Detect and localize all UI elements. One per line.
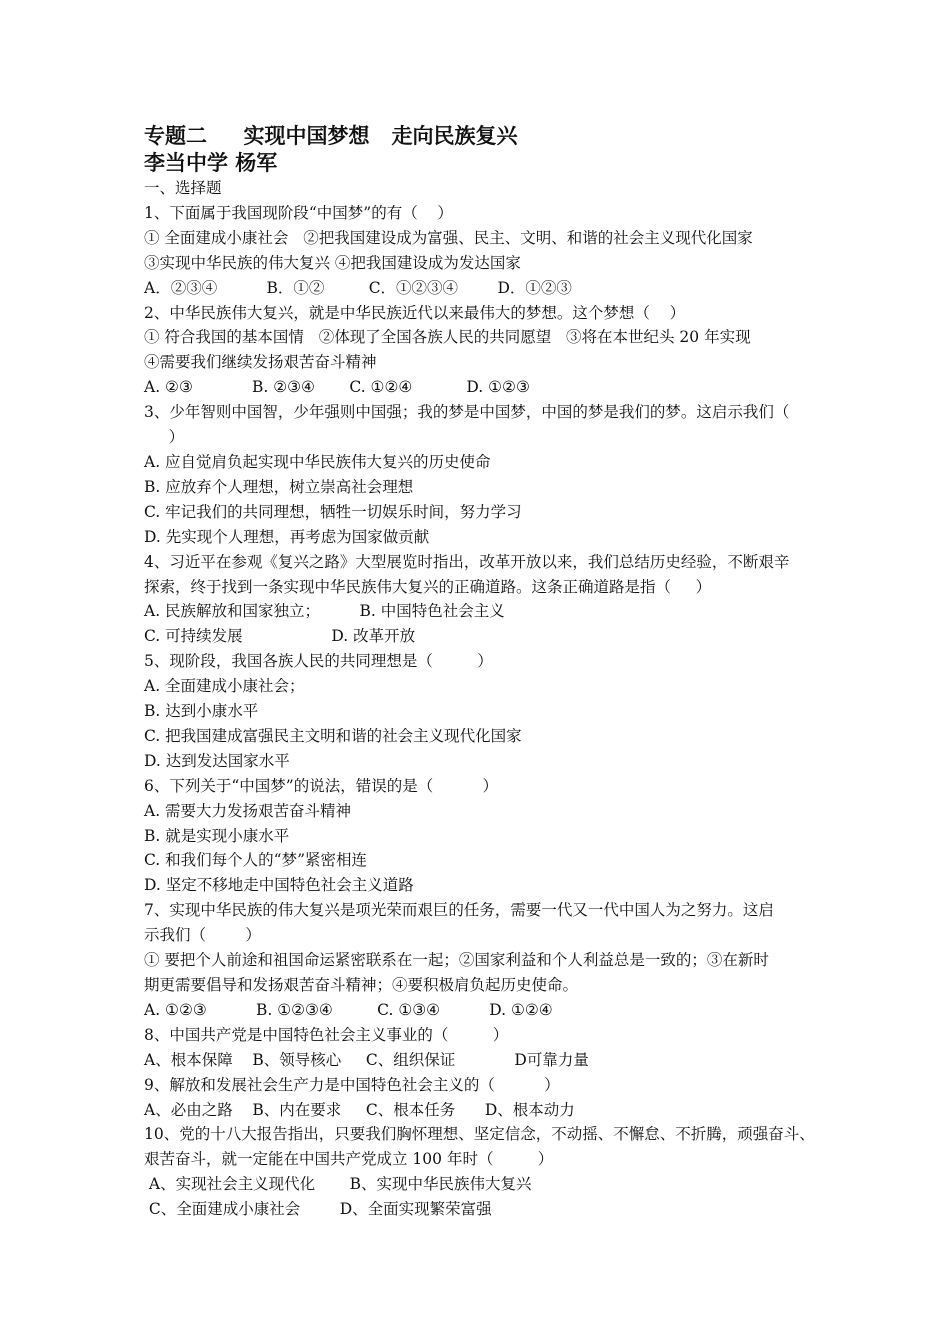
- question-line: 探索，终于找到一条实现中华民族伟大复兴的正确道路。这条正确道路是指（ ）: [144, 577, 712, 596]
- question-line: C. 牢记我们的共同理想，牺牲一切娱乐时间，努力学习: [144, 502, 522, 521]
- question-line: 6、下列关于“中国梦”的说法，错误的是（ ）: [144, 776, 498, 795]
- question-line: 8、中国共产党是中国特色社会主义事业的（ ）: [144, 1025, 509, 1044]
- question-line: 4、习近平在参观《复兴之路》大型展览时指出，改革开放以来，我们总结历史经验，不断艰辛: [144, 552, 790, 571]
- question-line: ① 符合我国的基本国情 ②体现了全国各族人民的共同愿望 ③将在本世纪头 20 年实现: [144, 328, 751, 347]
- question-line: A．②③④ B．①② C．①②③④ D．①②③: [144, 278, 572, 297]
- question-line: A. 应自觉肩负起实现中华民族伟大复兴的历史使命: [144, 452, 491, 471]
- question-line: 2、中华民族伟大复兴，就是中华民族近代以来最伟大的梦想。这个梦想（ ）: [144, 303, 686, 322]
- document-body: [144, 122, 824, 1222]
- question-line: D. 先实现个人理想，再考虑为国家做贡献: [144, 527, 430, 546]
- question-line: ③实现中华民族的伟大复兴 ④把我国建设成为发达国家: [144, 253, 521, 272]
- question-line: 5、现阶段，我国各族人民的共同理想是（ ）: [144, 652, 493, 671]
- question-line: A. 民族解放和国家独立； B. 中国特色社会主义: [144, 602, 505, 621]
- question-line: 3、少年智则中国智，少年强则中国强；我的梦是中国梦，中国的梦是我们的梦。这启示我们（: [144, 403, 790, 422]
- question-line: A. 需要大力发扬艰苦奋斗精神: [144, 801, 352, 820]
- question-line: C. 和我们每个人的“梦”紧密相连: [144, 851, 368, 870]
- question-line: 7、实现中华民族的伟大复兴是项光荣而艰巨的任务，需要一代又一代中国人为之努力。这启: [144, 901, 774, 920]
- question-line: C. 可持续发展 D. 改革开放: [144, 627, 416, 646]
- question-line: A、根本保障 B、领导核心 C、组织保证 D可靠力量: [144, 1050, 589, 1069]
- question-line: 期更需要倡导和发扬艰苦奋斗精神；④要积极肩负起历史使命。: [144, 976, 579, 994]
- question-line: 1、下面属于我国现阶段“中国梦”的有（ ）: [144, 203, 453, 222]
- document-title: 专题二 实现中国梦想 走向民族复兴: [144, 124, 518, 148]
- question-line: C. 把我国建成富强民主文明和谐的社会主义现代化国家: [144, 726, 522, 745]
- question-line: D. 坚定不移地走中国特色社会主义道路: [144, 876, 414, 895]
- question-line: B. 达到小康水平: [144, 702, 259, 721]
- question-line: A. ①②③ B. ①②③④ C. ①③④ D. ①②④: [144, 1000, 553, 1019]
- document-author: 李当中学 杨军: [144, 151, 278, 175]
- question-line: ① 要把个人前途和祖国命运紧密联系在一起；②国家利益和个人利益总是一致的；③在新时: [144, 951, 769, 970]
- question-line: A、必由之路 B、内在要求 C、根本任务 D、根本动力: [144, 1100, 575, 1119]
- question-line: ④需要我们继续发扬艰苦奋斗精神: [144, 353, 377, 372]
- question-line: 艰苦奋斗，就一定能在中国共产党成立 100 年时（ ）: [144, 1150, 554, 1169]
- question-line: D. 达到发达国家水平: [144, 751, 290, 770]
- question-line: ① 全面建成小康社会 ②把我国建设成为富强、民主、文明、和谐的社会主义现代化国家: [144, 228, 753, 247]
- question-line: B. 就是实现小康水平: [144, 826, 290, 845]
- question-line: 9、解放和发展社会生产力是中国特色社会主义的（ ）: [144, 1075, 560, 1094]
- question-line: ）: [144, 428, 185, 447]
- question-line: A. ②③ B. ②③④ C. ①②④ D. ①②③: [144, 378, 530, 397]
- question-line: A. 全面建成小康社会；: [144, 677, 305, 696]
- question-line: C、全面建成小康社会 D、全面实现繁荣富强: [144, 1200, 492, 1219]
- question-line: 示我们（ ）: [144, 926, 261, 945]
- section-heading: 一、选择题: [144, 179, 222, 197]
- question-line: B. 应放弃个人理想，树立崇高社会理想: [144, 477, 414, 496]
- question-line: A、实现社会主义现代化 B、实现中华民族伟大复兴: [144, 1175, 532, 1194]
- question-line: 10、党的十八大报告指出，只要我们胸怀理想、坚定信念，不动摇、不懈怠、不折腾，顽强奋斗、: [144, 1125, 815, 1144]
